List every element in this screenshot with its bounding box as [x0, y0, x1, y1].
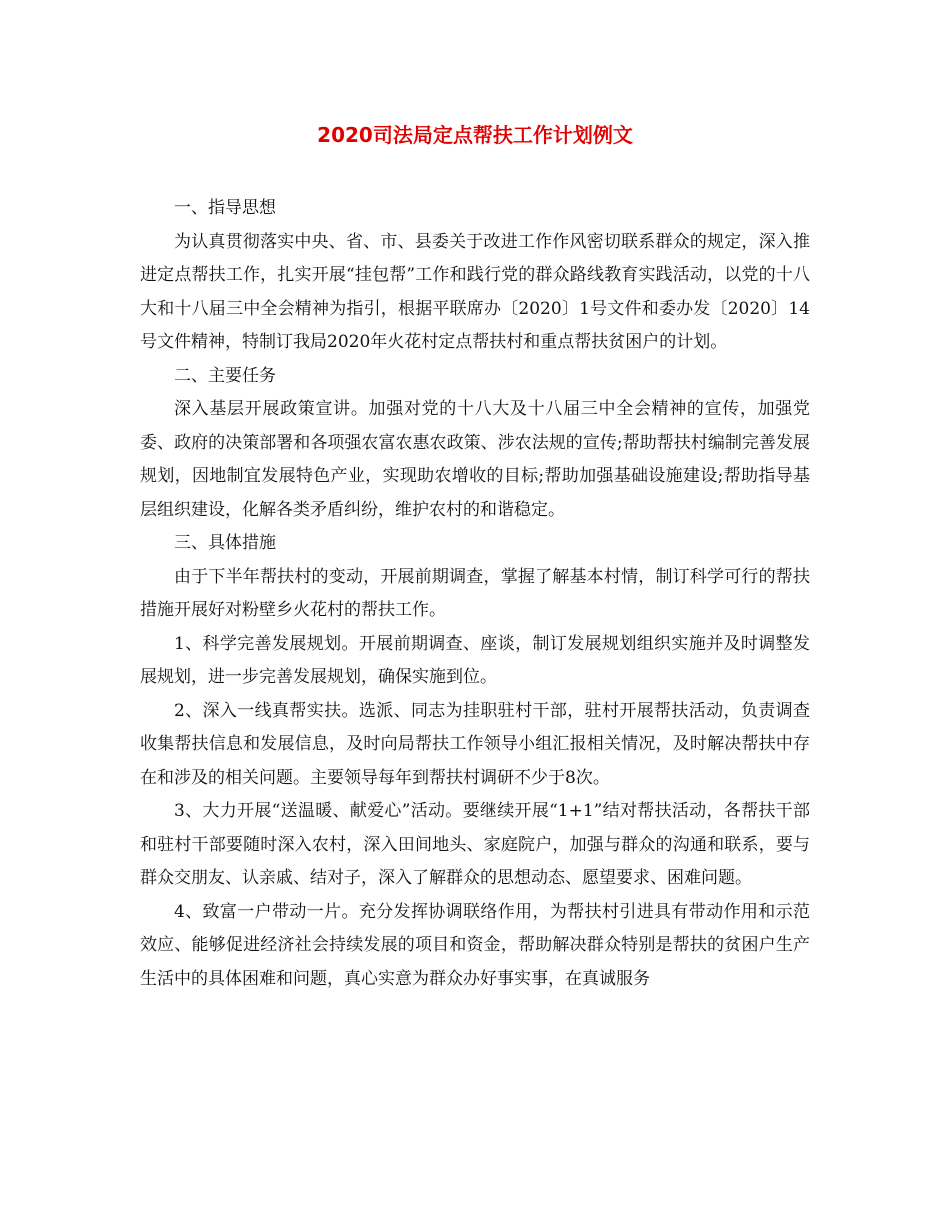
paragraph-main-tasks: 深入基层开展政策宣讲。加强对党的十八大及十八届三中全会精神的宣传，加强党委、政府的决策部署和各项强农富农惠农政策、涉农法规的宣传;帮助帮扶村编制完善发展规划，因地制宜发展特色产业，实现助农增收的目标;帮助加强基础设施建设;帮助指导基层组织建设，化解各类矛盾纠纷，维护农村的和谐稳定。 [140, 399, 810, 520]
heading-guiding-thought: 一、指导思想 [174, 198, 276, 218]
document-body [140, 192, 810, 996]
paragraph-measure-2: 2、深入一线真帮实扶。选派、同志为挂职驻村干部，驻村开展帮扶活动，负责调查收集帮扶信息和发展信息，及时向局帮扶工作领导小组汇报相关情况，及时解决帮扶中存在和涉及的相关问题。主要领导每年到帮扶村调研不少于8次。 [140, 700, 810, 788]
paragraph-measure-3: 3、大力开展“送温暖、献爱心”活动。要继续开展“1+1”结对帮扶活动，各帮扶干部和驻村干部要随时深入农村，深入田间地头、家庭院户，加强与群众的沟通和联系，要与群众交朋友、认亲戚、结对子，深入了解群众的思想动态、愿望要求、困难问题。 [140, 801, 810, 888]
paragraph-measures-intro: 由于下半年帮扶村的变动，开展前期调查，掌握了解基本村情，制订科学可行的帮扶措施开展好对粉壁乡火花村的帮扶工作。 [140, 566, 810, 620]
paragraph-guiding-thought: 为认真贯彻落实中央、省、市、县委关于改进工作作风密切联系群众的规定，深入推进定点帮扶工作，扎实开展“挂包帮”工作和践行党的群众路线教育实践活动，以党的十八大和十八届三中全会精神为指引，根据平联席办〔2020〕1号文件和委办发〔2020〕14号文件精神，特制订我局2020年火花村定点帮扶村和重点帮扶贫困户的计划。 [140, 231, 810, 352]
paragraph-measure-1: 1、科学完善发展规划。开展前期调查、座谈，制订发展规划组织实施并及时调整发展规划，进一步完善发展规划，确保实施到位。 [140, 633, 810, 687]
document-title: 2020司法局定点帮扶工作计划例文 [317, 123, 633, 147]
heading-specific-measures: 三、具体措施 [174, 533, 276, 553]
paragraph-measure-4: 4、致富一户带动一片。充分发挥协调联络作用，为帮扶村引进具有带动作用和示范效应、能够促进经济社会持续发展的项目和资金，帮助解决群众特别是帮扶的贫困户生产生活中的具体困难和问题，真心实意为群众办好事实事，在真诚服务 [140, 901, 810, 989]
heading-main-tasks: 二、主要任务 [174, 365, 276, 386]
